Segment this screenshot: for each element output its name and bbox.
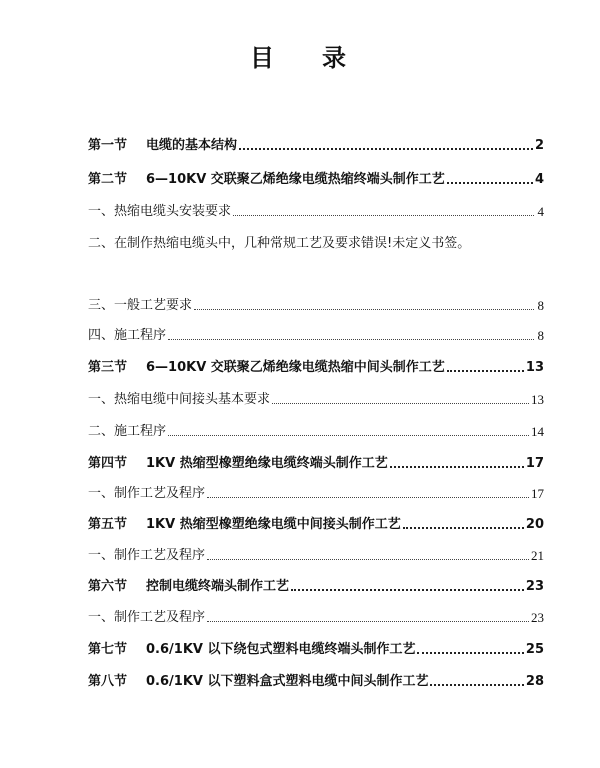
page-number: 14 [531,424,544,439]
page-number: 13 [525,360,544,375]
section-number: 第七节 [88,642,128,657]
page-number: 8 [537,298,544,313]
toc-entry-section-1[interactable] [88,137,544,154]
page-number: 17 [525,456,544,471]
section-number: 第五节 [88,517,128,532]
subsection-title: 一、制作工艺及程序 [88,548,206,563]
page-number: 17 [531,486,544,501]
section-title: 6—10KV 交联聚乙烯绝缘电缆热缩终端头制作工艺 [146,172,445,187]
page-number: 20 [525,517,544,532]
toc-entry-subsection-wrapped[interactable]: 二、在制作热缩电缆头中，几种常规工艺及要求错误!未定义书签。 [88,236,471,251]
dot-leader [207,497,529,498]
section-number: 第一节 [88,138,128,153]
dot-leader [239,148,533,150]
section-number: 第六节 [88,579,128,594]
dot-leader [168,339,534,340]
subsection-title: 一、制作工艺及程序 [88,610,206,625]
page-title [0,38,600,73]
dot-leader [291,589,524,591]
toc-entry-subsection[interactable] [88,327,544,344]
toc-entry-subsection[interactable] [88,297,544,314]
toc-entry-subsection[interactable] [88,203,544,220]
page-number: 13 [531,392,544,407]
page-number: 28 [525,674,544,689]
dot-leader [403,527,524,529]
subsection-title: 一、热缩电缆头安装要求 [88,204,232,219]
toc-entry-section-5[interactable] [88,516,544,533]
section-title: 电缆的基本结构 [146,138,238,153]
section-number: 第八节 [88,674,128,689]
section-title: 0.6/1KV 以下绕包式塑料电缆终端头制作工艺 [146,642,416,657]
section-number: 第二节 [88,172,128,187]
section-title: 6—10KV 交联聚乙烯绝缘电缆热缩中间头制作工艺 [146,360,445,375]
toc-entry-section-8[interactable] [88,673,544,690]
toc-entry-subsection[interactable] [88,423,544,440]
dot-leader [168,435,529,436]
page-number: 4 [537,204,544,219]
toc-entry-subsection[interactable] [88,485,544,502]
subsection-title: 一、热缩电缆中间接头基本要求 [88,392,271,407]
section-title: 控制电缆终端头制作工艺 [146,579,290,594]
toc-entry-section-3[interactable] [88,359,544,376]
section-title: 1KV 热缩型橡塑绝缘电缆终端头制作工艺 [146,456,388,471]
dot-leader [272,403,529,404]
dot-leader [430,684,523,686]
dot-leader [417,652,523,654]
toc-entry-section-2[interactable] [88,171,544,188]
dot-leader [207,621,529,622]
dot-leader [194,309,534,310]
toc-entry-subsection[interactable] [88,391,544,408]
dot-leader [390,466,524,468]
page-number: 23 [525,579,544,594]
section-number: 第三节 [88,360,128,375]
page-number: 21 [531,548,544,563]
toc-entry-subsection[interactable] [88,547,544,564]
title-char-left: 目 [250,44,278,72]
page-number: 4 [534,172,544,187]
toc-entry-section-4[interactable] [88,455,544,472]
toc-entry-section-7[interactable] [88,641,544,658]
section-title: 1KV 热缩型橡塑绝缘电缆中间接头制作工艺 [146,517,401,532]
subsection-title: 四、施工程序 [88,328,167,343]
section-number: 第四节 [88,456,128,471]
page-number: 2 [534,138,544,153]
dot-leader [447,370,524,372]
page-number: 23 [531,610,544,625]
page-number: 8 [537,328,544,343]
title-char-right: 录 [322,44,350,72]
dot-leader [447,182,533,184]
subsection-title: 二、施工程序 [88,424,167,439]
dot-leader [207,559,529,560]
toc-entry-subsection[interactable] [88,609,544,626]
section-title: 0.6/1KV 以下塑料盒式塑料电缆中间头制作工艺 [146,674,429,689]
subsection-title: 一、制作工艺及程序 [88,486,206,501]
page-number: 25 [525,642,544,657]
toc-entry-section-6[interactable] [88,578,544,595]
subsection-title: 三、一般工艺要求 [88,298,193,313]
dot-leader [233,215,534,216]
